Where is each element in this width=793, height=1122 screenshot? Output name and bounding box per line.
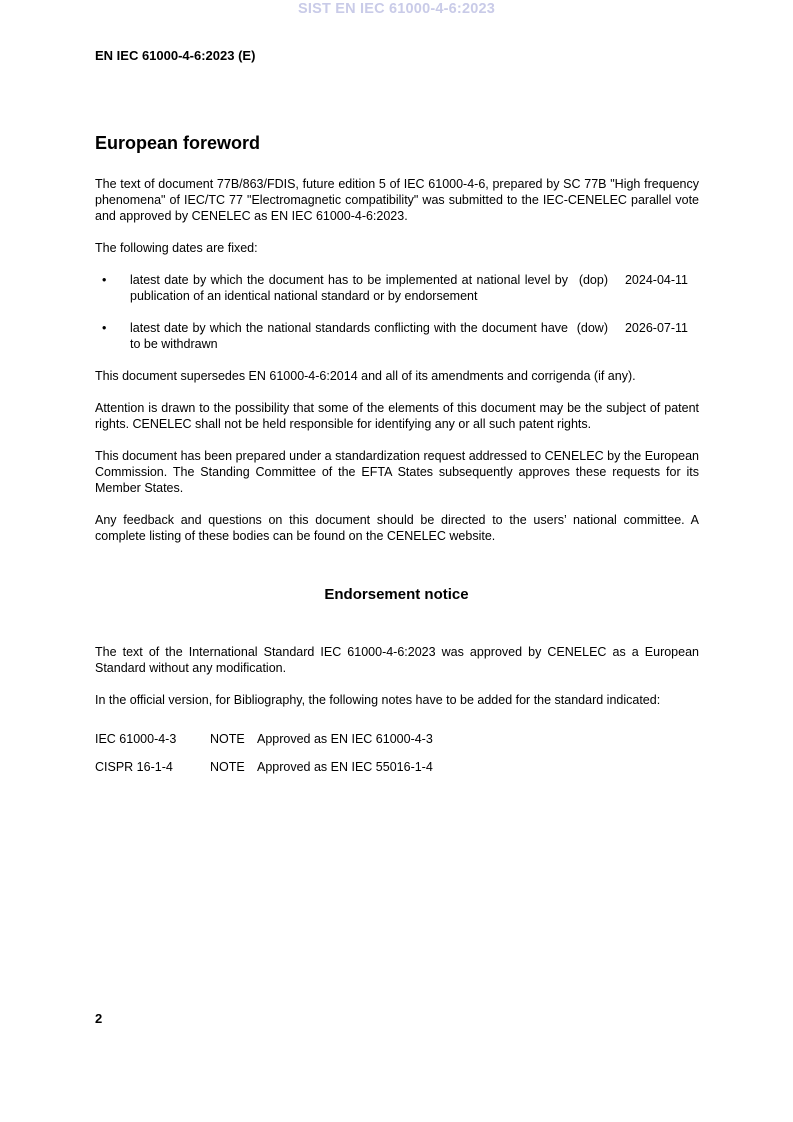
date-item-value: 2026-07-11: [624, 321, 688, 335]
date-item-text: latest date by which the document has to be implemented at national level by publication of an identical national standard or by endorsement: [130, 273, 568, 303]
bibliography-intro-paragraph: In the official version, for Bibliography, the following notes have to be added for the standard indicated:: [95, 693, 661, 707]
note-text: Approved as EN IEC 55016-1-4: [257, 760, 433, 774]
bullet-marker: •: [102, 273, 107, 287]
supersedes-paragraph: This document supersedes EN 61000-4-6:2014 and all of its amendments and corrigenda (if any).: [95, 369, 636, 383]
note-standard-ref: IEC 61000-4-3: [95, 732, 177, 746]
page-number: 2: [95, 1011, 103, 1026]
note-text: Approved as EN IEC 61000-4-3: [257, 732, 433, 746]
date-item-code: (dop): [578, 273, 608, 287]
endorsement-paragraph: The text of the International Standard IEC 61000-4-6:2023 was approved by CENELEC as a European Standard without any modification.: [95, 645, 699, 675]
foreword-heading: European foreword: [95, 133, 261, 153]
bullet-marker: •: [102, 321, 107, 335]
note-standard-ref: CISPR 16-1-4: [95, 760, 173, 774]
note-label: NOTE: [210, 760, 245, 774]
mandate-paragraph: This document has been prepared under a standardization request addressed to CENELEC by the European Commission. The Standing Committee of the EFTA States subsequently approves these requests for its Member States.: [95, 449, 699, 495]
feedback-paragraph: Any feedback and questions on this document should be directed to the users’ national committee. A complete listing of these bodies can be found on the CENELEC website.: [95, 513, 699, 543]
date-item-code: (dow): [576, 321, 608, 335]
dates-intro-paragraph: The following dates are fixed:: [95, 241, 258, 255]
patent-rights-paragraph: Attention is drawn to the possibility that some of the elements of this document may be the subject of patent rights. CENELEC shall not be held responsible for identifying any or all such patent rights.: [95, 401, 699, 431]
document-identifier: EN IEC 61000-4-6:2023 (E): [95, 48, 256, 63]
watermark-text: SIST EN IEC 61000-4-6:2023: [297, 1, 496, 17]
date-item-text: latest date by which the national standards conflicting with the document have to be withdrawn: [130, 321, 568, 351]
foreword-intro-paragraph: The text of document 77B/863/FDIS, future edition 5 of IEC 61000-4-6, prepared by SC 77B "High frequency phenomena" of IEC/TC 77 "Electromagnetic compatibility" was submitted to the IEC-CENELEC parallel vote and approved by CENELEC as EN IEC 61000-4-6:2023.: [95, 177, 699, 223]
endorsement-heading: Endorsement notice: [324, 586, 469, 603]
date-list-item-dop: [95, 272, 699, 304]
date-list-item-dow: [95, 320, 699, 352]
note-label: NOTE: [210, 732, 245, 746]
date-item-value: 2024-04-11: [624, 273, 688, 287]
